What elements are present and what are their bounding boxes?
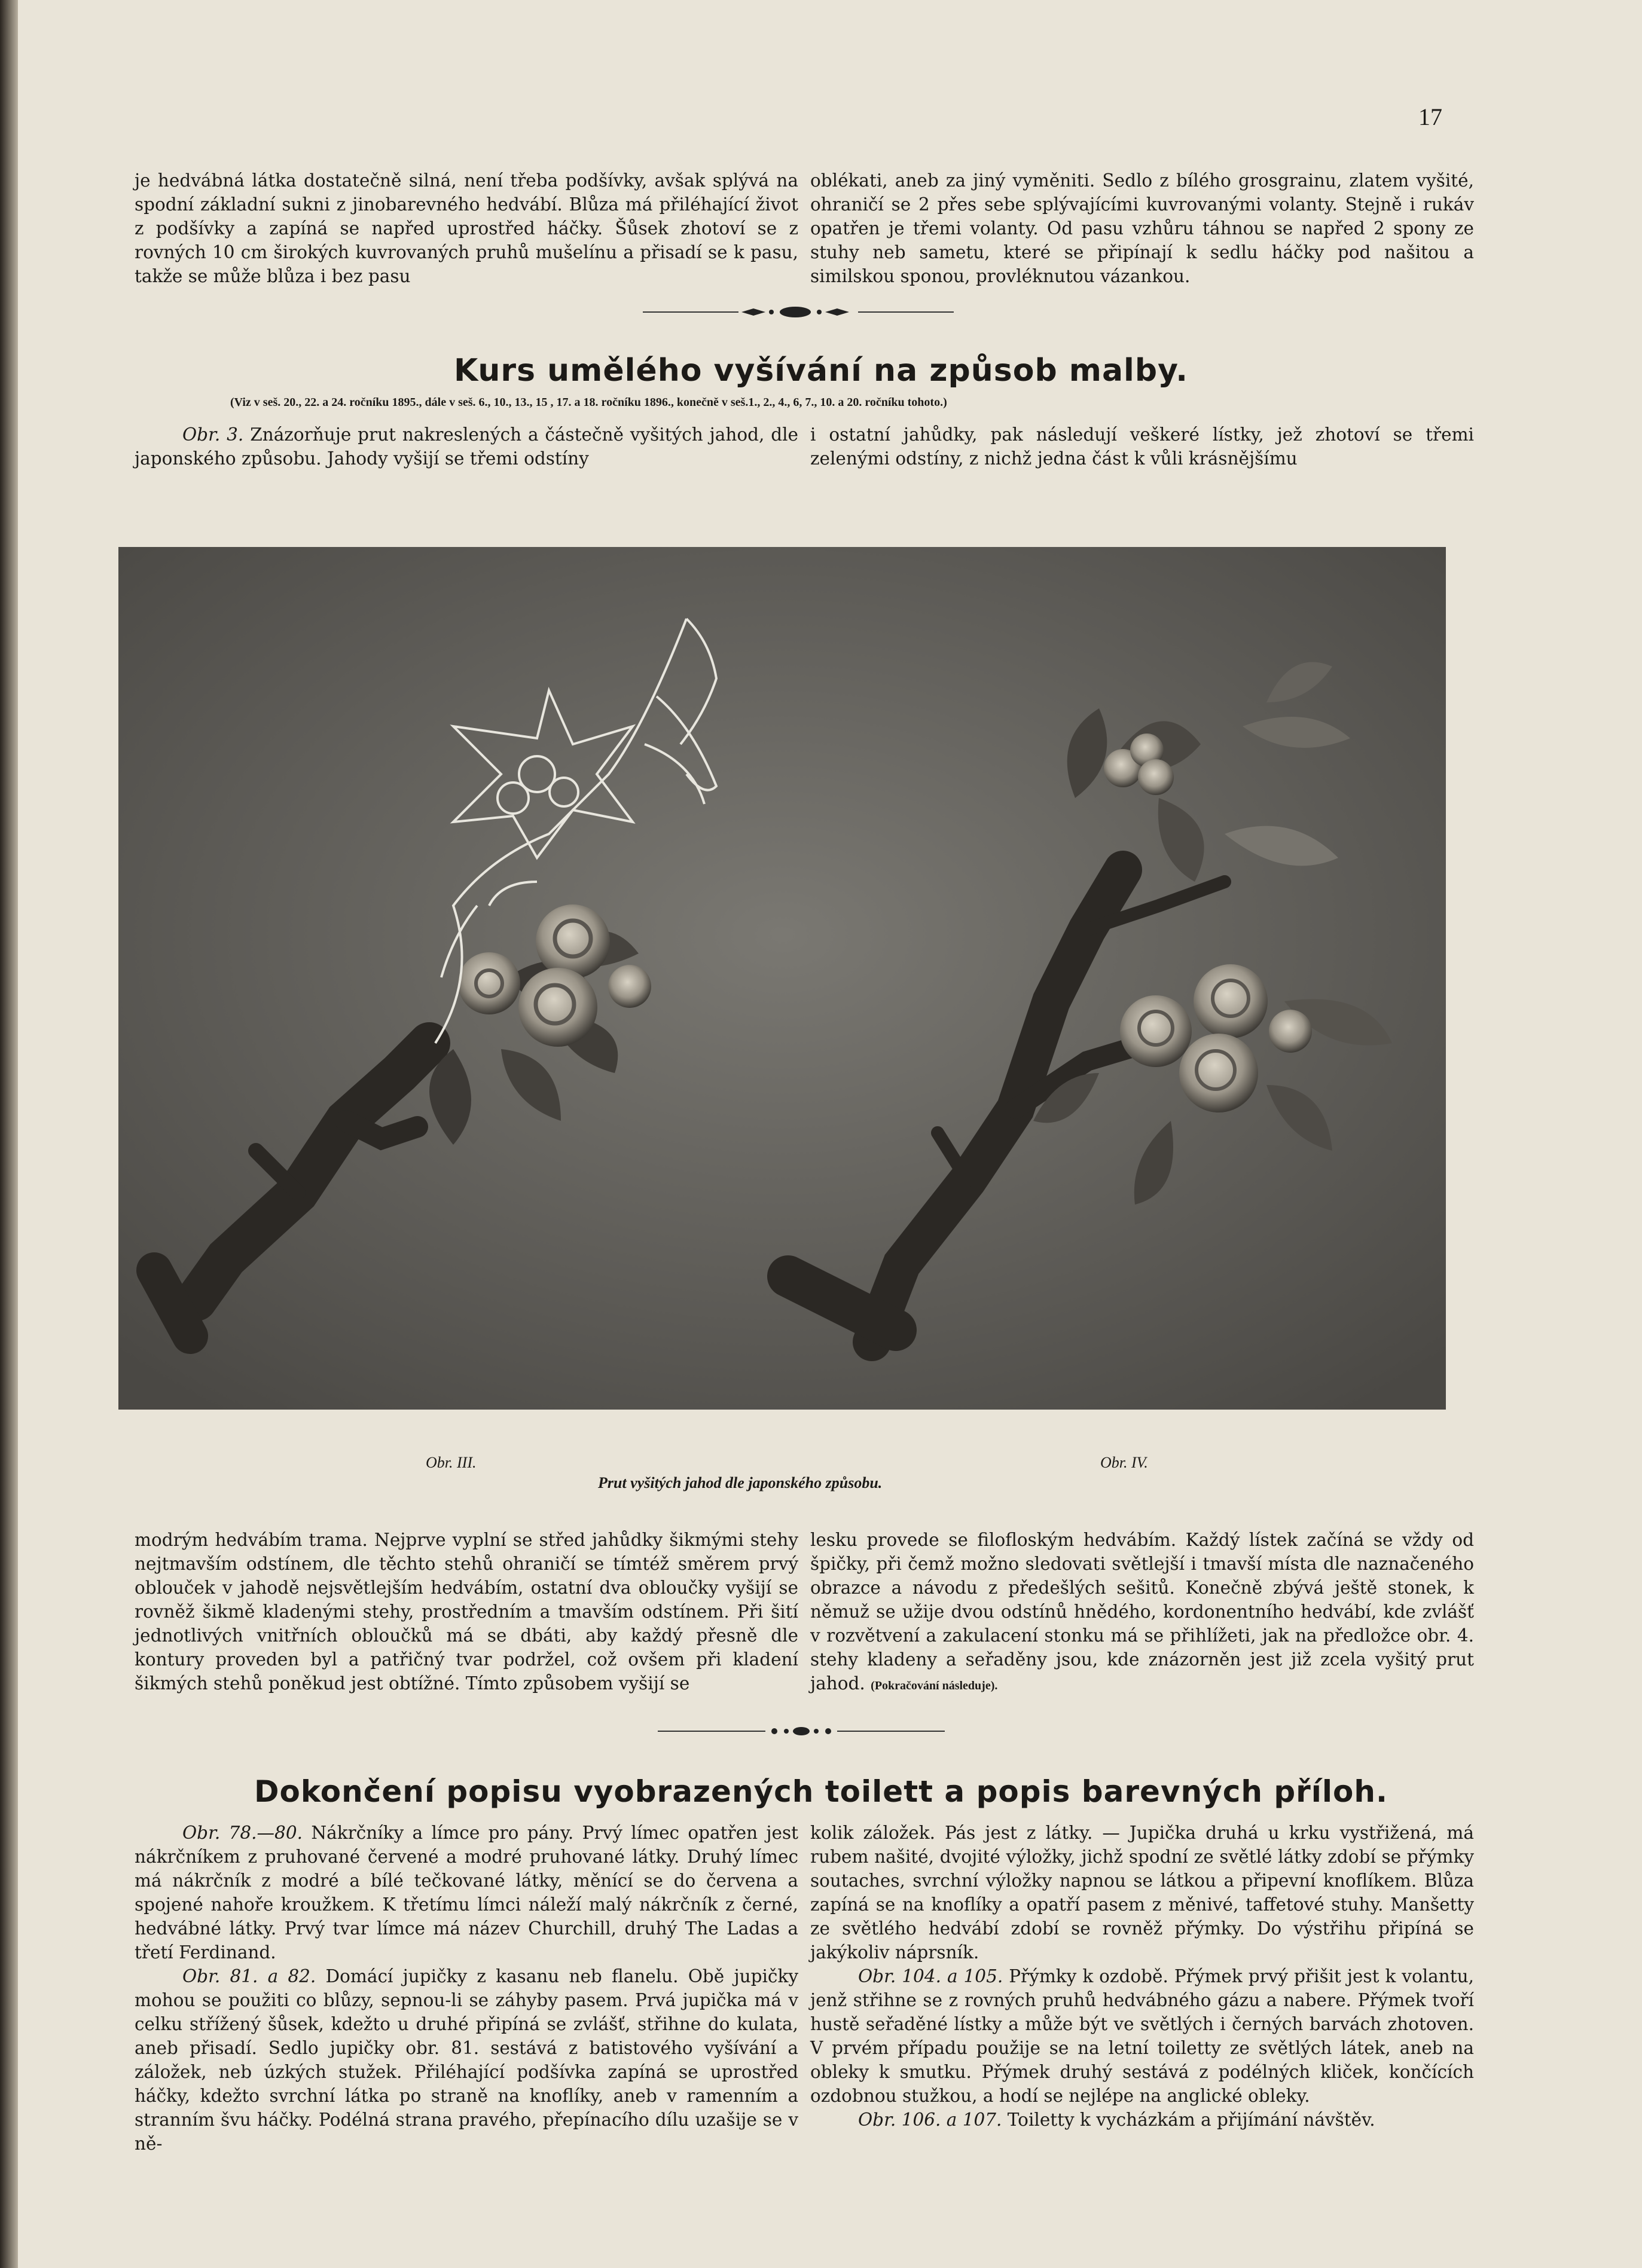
course-intro-left	[135, 423, 798, 470]
figure-label-left: Obr. III.	[426, 1454, 477, 1471]
ornament-divider-2	[658, 1724, 945, 1738]
figure-caption: Prut vyšitých jahod dle japonského způsobu.	[598, 1474, 883, 1491]
toilets-left-para-1	[135, 1821, 798, 1964]
paragraph-text: kolik záložek. Pás jest z látky. — Jupička druhá u krku vystřižená, má rubem našité, dvojité výložky, jichž spodní ze světlé látky zdobí se přýmky soutaches, svrchní výložky napnou se látkou a připevní knoflíkem. Blůza zapíná se na knoflíky a opatří pasem z měnivé, taffetové stuhy. Manšetty ze světlého hedvábí zdobí se rovněž přýmky. Do výstřihu připíná se jakýkoliv náprsník.	[810, 1823, 1474, 1963]
toilets-right-para-1	[810, 1821, 1474, 1964]
course-intro-left-text: Znázorňuje prut nakreslených a částečně vyšitých jahod, dle japonského způsobu. Jahody vyšijí se třemi odstíny	[135, 424, 799, 469]
figure-label: Obr. 81. a 82.	[182, 1966, 316, 1986]
course-intro-right-text: i ostatní jahůdky, pak následují veškeré lístky, jež zhotoví se třemi zelenými odstíny, z nichž jedna část k vůli krásnějšímu	[810, 424, 1474, 469]
ornament-divider	[643, 305, 954, 319]
toilets-left-para-2	[135, 1964, 798, 2156]
toilets-left-column	[135, 1821, 798, 2156]
course-intro-right	[810, 423, 1474, 470]
embroidery-illustration	[118, 547, 1446, 1410]
course-body-left-text: modrým hedvábím trama. Nejprve vyplní se střed jahůdky šikmými stehy nejtmavším odstínem, dle těchto stehů ohraničí se tímtéž směrem prvý oblouček v jahodě nejsvětlejším hedvábím, ostatní dva obloučky vyšijí se rovněž šikmě kladenými stehy, prostředním a tmavším odstínem. Při šití jednotlivých vnitřních obloučků má se dbáti, aby každý přesně dle kontury proveden byl a patřičný tvar podržel, což ovšem při kladení šikmých stehů poněkud jest obtížné. Tímto způsobem vyšijí se	[135, 1530, 798, 1694]
toilets-right-para-3	[810, 2108, 1474, 2132]
figure-label: Obr. 3.	[182, 424, 244, 445]
embroidery-photo	[118, 547, 1446, 1410]
course-reference: (Viz v seš. 20., 22. a 24. ročníku 1895., dále v seš. 6., 10., 13., 15 , 17. a 18. ročníku 1896., konečně v seš.1., 2., 4., 6, 7., 10. a 20. ročníku tohoto.)	[230, 396, 947, 409]
toilets-right-column	[810, 1821, 1474, 2132]
paragraph-text: Přýmky k ozdobě. Přýmek prvý přišit jest k volantu, jenž střihne se z rovných pruhů hedvábného gázu a nabere. Přýmek tvoří hustě seřaděné lístky a může být ve světlých i černých barvách zhotoven. V prvém případu použije se na letní toiletty ze světlých látek, aneb na obleky k smutku. Přýmek druhý sestává z podélných kliček, končících ozdobnou stužkou, a hodí se nejlépe na anglické obleky.	[810, 1966, 1474, 2106]
paragraph-text: Domácí jupičky z kasanu neb flanelu. Obě jupičky mohou se použiti co blůzy, sepnou-li se záhyby pasem. Prvá jupička má v celku střížený šůsek, kdežto u druhé připíná se zvlášť, střihne do kulata, aneb přisadí. Sedlo jupičky obr. 81. sestává z batistového vyšívání a záložek, neb úzkých stužek. Přiléhající podšívka zapíná se uprostřed háčky, kdežto svrchní látka po straně na knoflíky, aneb v ramenním a stranním švu háčky. Podélná strana pravého, přepínacího dílu uzašije se v ně-	[135, 1966, 798, 2154]
toilets-title: Dokončení popisu vyobrazených toilett a popis barevných příloh.	[254, 1774, 1388, 1809]
paragraph-text: Nákrčníky a límce pro pány. Prvý límec opatřen jest nákrčníkem z pruhované červené a modré pruhované látky. Druhý límec má nákrčník z modré a bílé tečkované látky, měnící se do červena a spojené nahoře kroužkem. K třetímu límci náleží malý nákrčník z černé, hedvábné látky. Prvý tvar límce má název Churchill, druhý The Ladas a třetí Ferdinand.	[135, 1823, 798, 1963]
figure-label: Obr. 78.—80.	[182, 1823, 303, 1843]
continued-note: (Pokračování následuje).	[871, 1679, 998, 1692]
paragraph-text: Toiletty k vycházkám a přijímání návštěv.	[1007, 2110, 1375, 2130]
figure-label: Obr. 106. a 107.	[858, 2110, 1002, 2130]
figure-label: Obr. 104. a 105.	[858, 1966, 1003, 1986]
course-body-right	[810, 1528, 1474, 1698]
top-left-column	[135, 169, 798, 288]
toilets-right-para-2	[810, 1964, 1474, 2108]
page-number: 17	[1418, 103, 1442, 130]
course-title: Kurs umělého vyšívání na způsob malby.	[454, 353, 1188, 389]
top-left-text: je hedvábná látka dostatečně silná, není třeba podšívky, avšak splývá na spodní základní sukni z jinobarevného hedvábí. Blůza má přiléhající život z podšívky a zapíná se napřed uprostřed háčky. Šůsek zhotoví se z rovných 10 cm širokých kuvrovaných pruhů mušelínu a přisadí se k pasu, takže se může blůza i bez pasu	[135, 170, 798, 286]
top-right-text: oblékati, aneb za jiný vyměniti. Sedlo z bílého grosgrainu, zlatem vyšité, ohraničí se 2 přes sebe splývajícími kuvrovanými volanty. Stejně i rukáv opatřen je třemi volanty. Od pasu vzhůru táhnou se napřed 2 spony ze stuhy neb sametu, které se připínají k sedlu háčky pod našitou a similskou sponou, provléknutou vázankou.	[810, 170, 1474, 286]
book-spine	[0, 0, 18, 2268]
figure-label-right: Obr. IV.	[1100, 1454, 1148, 1471]
top-right-column	[810, 169, 1474, 288]
course-body-right-text: lesku provede se filofloským hedvábím. Každý lístek začíná se vždy od špičky, při čemž možno sledovati světlejší i tmavší místa dle naznačeného obrazce a návodu z předešlých sešitů. Konečně zbývá ještě stonek, k němuž se užije dvou odstínů hnědého, kordonentního hedvábí, kde zvlášť v rozvětvení a zakulacení stonku má se přihlížeti, jak na předložce obr. 4. stehy kladeny a seřaděny jsou, kde znázorněn jest již zcela vyšitý prut jahod.	[810, 1530, 1474, 1694]
course-body-left	[135, 1528, 798, 1695]
